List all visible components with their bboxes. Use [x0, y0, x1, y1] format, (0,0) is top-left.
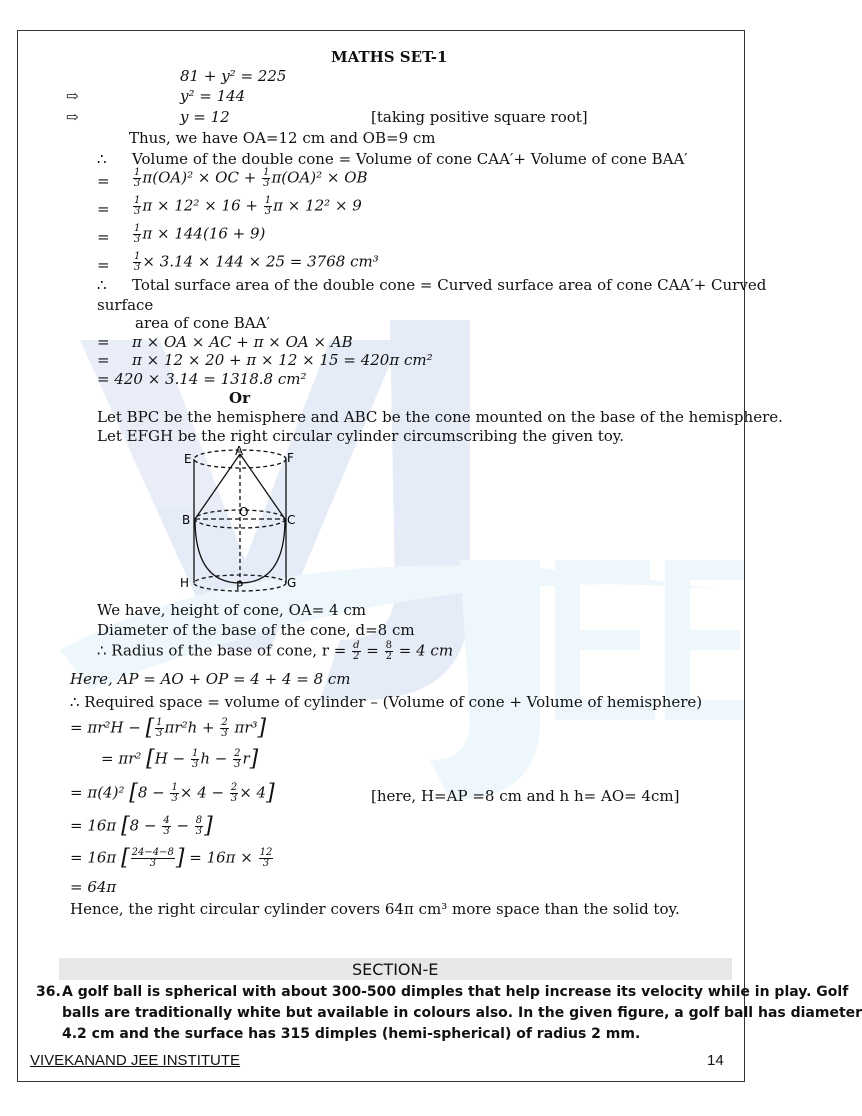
question-text-line-1: A golf ball is spherical with about 300-500 dimples that help increase its velocity while in play. Golf: [62, 984, 849, 1000]
label-A: A: [235, 444, 244, 458]
eq-line-24-note: [here, H=AP =8 cm and h h= AO= 4cm]: [371, 787, 680, 805]
footer-institute: VIVEKANAND JEE INSTITUTE: [30, 1052, 241, 1069]
eq-line-6: $\frac{1}{3}$ π(OA)² × OC + $\frac{1}{3}$ π(OA)² × OB: [134, 167, 368, 189]
equals-sign: =: [97, 172, 110, 190]
equals-sign: =: [97, 200, 110, 218]
eq-line-24: = π(4)² [8 − $\frac{1}{3}$ × 4 − $\frac{2}{3}$ × 4]: [70, 780, 275, 806]
eq-line-13: π × 12 × 20 + π × 12 × 15 = 420π cm²: [132, 351, 433, 369]
label-P: P: [236, 579, 244, 593]
eq-line-2: y² = 144: [180, 87, 246, 105]
or-label: Or: [229, 389, 250, 407]
eq-line-25: = 16π [8 − $\frac{4}{3}$ − $\frac{8}{3}$ ]: [70, 813, 213, 839]
implies-arrow-icon: ⇨: [66, 87, 79, 105]
page-header-title: MATHS SET-1: [331, 48, 448, 66]
equals-sign: =: [97, 228, 110, 246]
text-line-4: Thus, we have OA=12 cm and OB=9 cm: [129, 129, 436, 147]
implies-arrow-icon: ⇨: [66, 108, 79, 126]
text-line-10: Total surface area of the double cone = Curved surface area of cone CAA′+ Curved: [132, 276, 767, 294]
therefore-icon: ∴: [97, 276, 107, 294]
eq-line-22: = πr²H − [ $\frac{1}{3}$ πr²h + $\frac{2}{3}$ πr³]: [70, 715, 267, 741]
eq-line-20: Here, AP = AO + OP = 4 + 4 = 8 cm: [70, 670, 351, 688]
label-B: B: [182, 513, 191, 527]
text-line-17: We have, height of cone, OA= 4 cm: [97, 601, 366, 619]
label-C: C: [287, 513, 296, 527]
therefore-icon: ∴: [97, 150, 107, 168]
label-E: E: [184, 452, 192, 466]
question-text-line-3: 4.2 cm and the surface has 315 dimples (hemi-spherical) of radius 2 mm.: [62, 1026, 641, 1042]
eq-line-23: = πr² [H − $\frac{1}{3}$ h − $\frac{2}{3}$ r]: [101, 746, 259, 772]
label-G: G: [287, 576, 297, 590]
text-line-5: Volume of the double cone = Volume of cone CAA′+ Volume of cone BAA′: [132, 150, 688, 168]
text-line-18: Diameter of the base of the cone, d=8 cm: [97, 621, 415, 639]
toy-figure-diagram: [175, 442, 305, 592]
eq-line-26: = 16π [ $\frac{24-4-8}{3}$ ] = 16π × $\frac{12}{3}$: [70, 845, 273, 871]
label-O: O: [239, 505, 249, 519]
section-title: SECTION-E: [352, 960, 439, 979]
question-number: 36.: [36, 984, 61, 1000]
text-line-21: ∴ Required space = volume of cylinder – (Volume of cone + Volume of hemisphere): [70, 693, 703, 711]
eq-line-7: $\frac{1}{3}$ π × 12² × 16 + $\frac{1}{3}$ π × 12² × 9: [134, 195, 362, 217]
eq-line-12: π × OA × AC + π × OA × AB: [132, 333, 353, 351]
equals-sign: =: [97, 333, 110, 351]
label-F: F: [287, 451, 294, 465]
eq-line-9: $\frac{1}{3}$ × 3.14 × 144 × 25 = 3768 cm³: [134, 251, 379, 273]
eq-line-3-note: [taking positive square root]: [371, 108, 588, 126]
text-line-11: area of cone BAA′: [135, 314, 270, 332]
equals-sign: =: [97, 256, 110, 274]
eq-line-3: y = 12: [180, 108, 230, 126]
question-text-line-2: balls are traditionally white but available in colours also. In the given figure, a golf ball has diameter: [62, 1005, 862, 1021]
text-line-10b: surface: [97, 296, 154, 314]
eq-line-14: = 420 × 3.14 = 1318.8 cm²: [97, 370, 307, 388]
text-line-28: Hence, the right circular cylinder covers 64π cm³ more space than the solid toy.: [70, 900, 680, 918]
page-border: [17, 30, 745, 1082]
text-line-16: Let EFGH be the right circular cylinder circumscribing the given toy.: [97, 427, 625, 445]
eq-line-27: = 64π: [70, 878, 117, 896]
label-H: H: [180, 576, 190, 590]
eq-line-8: $\frac{1}{3}$ π × 144(16 + 9): [134, 223, 266, 245]
equals-sign: =: [97, 351, 110, 369]
text-line-19: ∴ Radius of the base of cone, r = $\frac{d}{2}$ = $\frac{8}{2}$ = 4 cm: [97, 640, 454, 662]
footer-page-number: 14: [707, 1052, 724, 1069]
text-line-15: Let BPC be the hemisphere and ABC be the cone mounted on the base of the hemisphere.: [97, 408, 783, 426]
eq-line-1: 81 + y² = 225: [180, 67, 287, 85]
